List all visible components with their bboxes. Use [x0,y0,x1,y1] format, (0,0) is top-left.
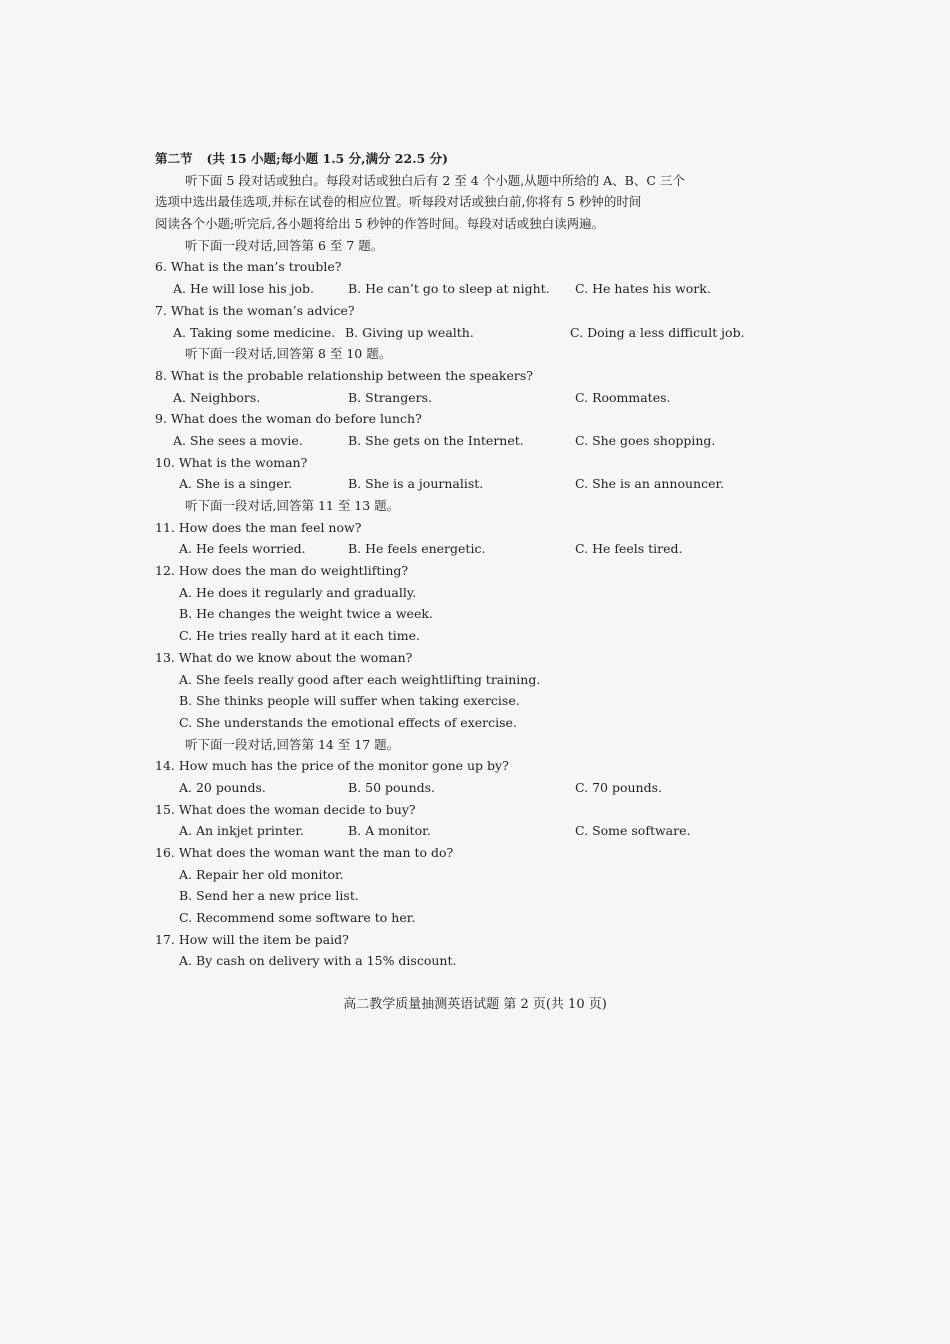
option-c: C. Roommates. [575,389,671,405]
option-b: B. She gets on the Internet. [348,432,524,448]
option-a: A. Taking some medicine. [173,324,336,340]
options-11 [155,538,755,560]
option-a: A. He will lose his job. [173,281,315,297]
group-instruction: 听下面一段对话,回答第 14 至 17 题。 [185,736,400,752]
question-11: 11. How does the man feel now? [155,519,362,535]
option-c: C. Recommend some software to her. [179,910,416,926]
option-a: A. She feels really good after each weightlifting training. [179,671,541,687]
option-a: A. She is a singer. [179,476,293,492]
option-b: B. A monitor. [348,823,431,839]
question-13: 13. What do we know about the woman? [155,649,413,665]
instruction-line: 听下面 5 段对话或独白。每段对话或独白后有 2 至 4 个小题,从题中所给的 A、B、C 三个 [185,172,685,188]
section-note: (共 15 小题;每小题 1.5 分,满分 22.5 分) [206,151,449,166]
option-b: B. Strangers. [348,389,432,405]
option-b: B. He changes the weight twice a week. [179,606,433,622]
question-8: 8. What is the probable relationship between the speakers? [155,367,533,383]
options-7 [155,322,755,344]
question-15: 15. What does the woman decide to buy? [155,801,416,817]
question-10: 10. What is the woman? [155,454,308,470]
group-instruction: 听下面一段对话,回答第 11 至 13 题。 [185,498,400,513]
options-15 [155,820,755,842]
question-16: 16. What does the woman want the man to do? [155,845,454,860]
option-c: C. She goes shopping. [575,432,716,448]
options-6 [155,278,755,300]
option-c: C. She understands the emotional effects of exercise. [179,714,517,730]
question-17: 17. How will the item be paid? [155,931,349,947]
options-8 [155,387,755,409]
question-6: 6. What is the man’s trouble? [155,259,342,275]
option-a: A. An inkjet printer. [179,823,304,839]
option-c: C. He hates his work. [575,281,711,297]
instruction-line: 阅读各个小题;听完后,各小题将给出 5 秒钟的作答时间。每段对话或独白读两遍。 [155,216,605,232]
option-b: B. She thinks people will suffer when taking exercise. [179,693,520,709]
option-a: A. 20 pounds. [179,779,266,795]
option-a: A. By cash on delivery with a 15% discount. [179,953,457,969]
option-b: B. She is a journalist. [348,476,484,492]
option-b: B. Giving up wealth. [345,324,474,340]
group-instruction: 听下面一段对话,回答第 6 至 7 题。 [185,237,384,253]
option-a: A. He feels worried. [179,541,306,557]
question-9: 9. What does the woman do before lunch? [155,411,422,427]
question-14: 14. How much has the price of the monitor gone up by? [155,758,509,774]
option-b: B. He can’t go to sleep at night. [348,281,550,297]
option-b: B. 50 pounds. [348,779,436,795]
group-instruction: 听下面一段对话,回答第 8 至 10 题。 [185,346,392,362]
section-heading [155,148,755,170]
options-9 [155,430,755,452]
instruction-line: 选项中选出最佳选项,并标在试卷的相应位置。听每段对话或独白前,你将有 5 秒钟的时间 [155,194,642,210]
page-footer: 高二教学质量抽测英语试题 第 2 页(共 10 页) [343,997,607,1012]
section-title: 第二节 [155,151,193,166]
option-c: C. Doing a less difficult job. [570,324,745,340]
option-c: C. He tries really hard at it each time. [179,628,420,644]
question-7: 7. What is the woman’s advice? [155,302,355,318]
options-10 [155,473,755,495]
listening-section [155,148,755,972]
option-c: C. He feels tired. [575,541,683,557]
options-14 [155,777,755,799]
option-b: B. Send her a new price list. [179,888,359,904]
option-c: C. 70 pounds. [575,779,662,795]
option-a: A. He does it regularly and gradually. [179,584,417,600]
option-c: C. Some software. [575,823,691,839]
option-b: B. He feels energetic. [348,541,486,557]
option-a: A. Neighbors. [173,389,261,405]
question-12: 12. How does the man do weightlifting? [155,563,409,579]
option-c: C. She is an announcer. [575,476,725,492]
option-a: A. She sees a movie. [173,432,303,448]
option-a: A. Repair her old monitor. [179,866,344,882]
